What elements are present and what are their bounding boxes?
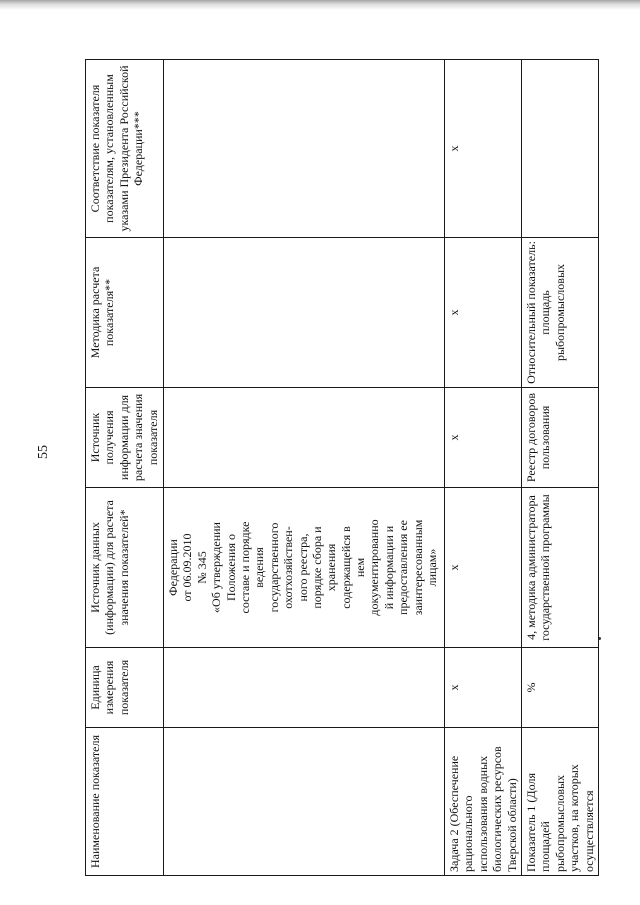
cell-unit: %	[521, 648, 598, 728]
cell-data-source: х	[445, 488, 522, 648]
cell-compliance	[164, 60, 445, 238]
cell-method	[164, 238, 445, 388]
cell-unit: х	[445, 648, 522, 728]
cell-compliance	[521, 60, 598, 238]
header-indicator-name: Наименование показателя	[86, 728, 164, 876]
cell-info-source: х	[445, 388, 522, 488]
cell-info-source	[164, 388, 445, 488]
table-row-continuation	[164, 60, 445, 876]
header-method: Методика расчета показателя**	[86, 238, 164, 388]
cell-name: Задача 2 (Обеспечение рационального использования водных биологических ресурсов Тверской области)	[445, 728, 522, 876]
table-header-row	[86, 60, 164, 876]
cell-method: Относительный показатель: площадь рыбопромысловых	[521, 238, 598, 388]
cell-data-source: Федерации от 06.09.2010 № 345 «Об утверждении Положения о составе и порядке ведения государственного охотхозяйствен- ного реестра, порядке сбора и хранения содержащейся в нем документированно й информации и предоставления ее заинтересованным лицам»	[164, 488, 445, 648]
cell-unit	[164, 648, 445, 728]
table-row-indicator-1	[521, 60, 598, 876]
cell-name: Показатель 1 (Доля площадей рыбопромысловых участков, на которых осуществляется	[521, 728, 598, 876]
header-unit: Единица измерения показателя	[86, 648, 164, 728]
scan-edge	[0, 0, 640, 10]
cell-method: х	[445, 238, 522, 388]
cell-compliance: х	[445, 60, 522, 238]
indicator-table	[85, 59, 599, 876]
cell-data-source: 4, методика администратора государственной программы	[521, 488, 598, 648]
cell-name	[164, 728, 445, 876]
header-info-source: Источник получения информации для расчета значения показателя	[86, 388, 164, 488]
header-compliance: Соответствие показателя показателям, установленным указами Президента Российской Федерации***	[86, 60, 164, 238]
cell-info-source: Реестр договоров пользования	[521, 388, 598, 488]
page-number: 55	[36, 445, 51, 459]
rotated-table-container	[85, 60, 596, 876]
table-row-task-2	[445, 60, 522, 876]
header-data-source: Источник данных (информации) для расчета значения показателей*	[86, 488, 164, 648]
